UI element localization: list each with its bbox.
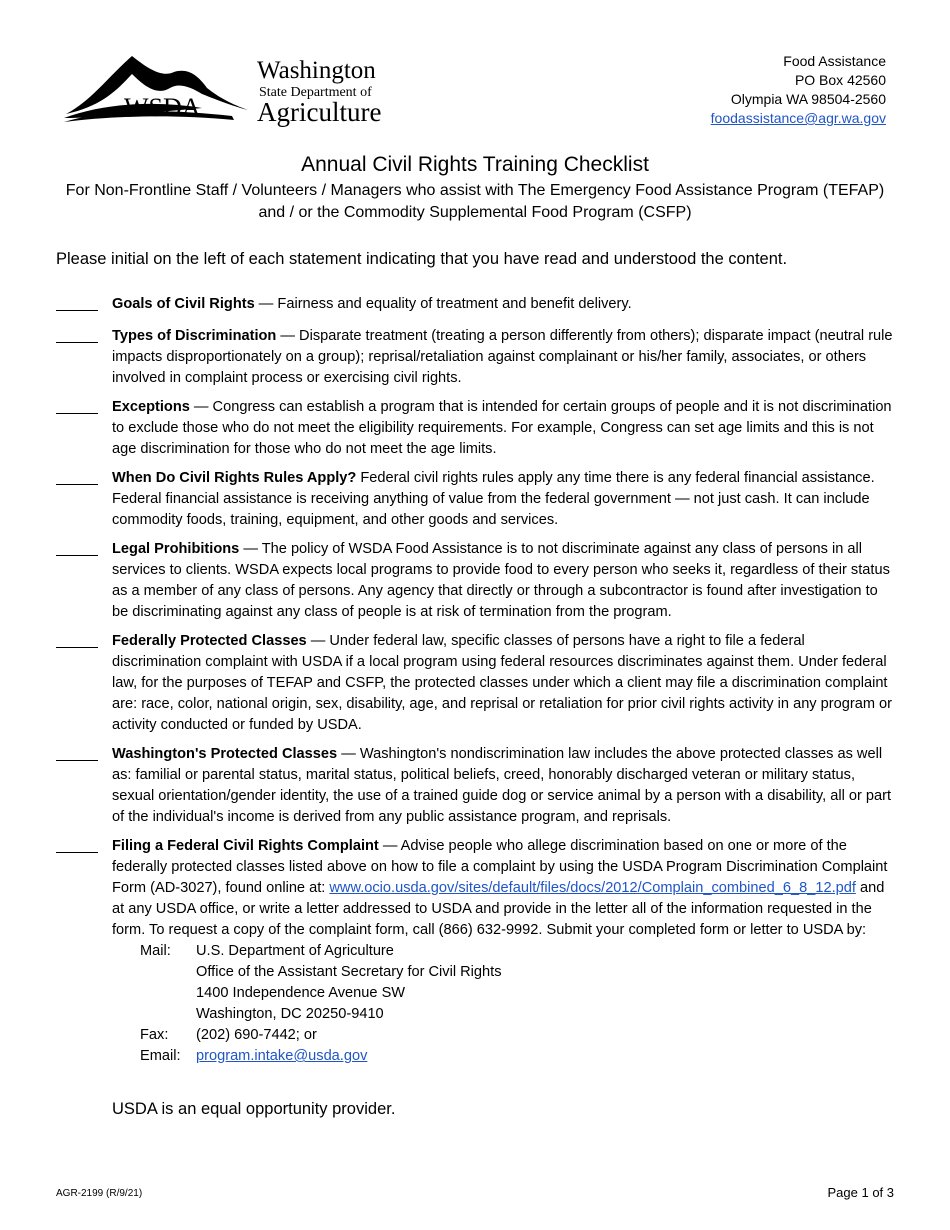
logo-line-agriculture: Agriculture: [257, 97, 382, 127]
address-email-link[interactable]: foodassistance@agr.wa.gov: [710, 110, 886, 126]
initial-blank[interactable]: [56, 397, 112, 460]
address-block: [711, 52, 886, 128]
item-heading: Types of Discrimination: [112, 328, 277, 344]
complaint-form-link[interactable]: www.ocio.usda.gov/sites/default/files/docs/2012/Complain_combined_6_8_12.pdf: [329, 880, 856, 896]
fax-label: Fax:: [140, 1027, 169, 1043]
mail-line-4: Washington, DC 20250-9410: [196, 1006, 384, 1022]
initial-blank[interactable]: [56, 468, 112, 531]
checklist-item: [56, 631, 896, 736]
subtitle-line-1: For Non-Frontline Staff / Volunteers / Managers who assist with The Emergency Food Assistance Program (TEFAP): [65, 182, 885, 199]
item-heading: Filing a Federal Civil Rights Complaint: [112, 838, 379, 854]
usda-email-link[interactable]: program.intake@usda.gov: [196, 1048, 368, 1064]
checklist-item: [56, 326, 896, 389]
item-body: — Advise people who allege discrimination based on one or more of the federally protected classes listed above on how to file a complaint by using the USDA Program Discrimination Complaint Form (AD-3027), found online at:: [112, 838, 888, 896]
initial-blank[interactable]: [56, 294, 112, 318]
initial-blank[interactable]: [56, 326, 112, 389]
checklist-item: [56, 294, 896, 318]
item-heading: Goals of Civil Rights: [112, 296, 255, 312]
initial-blank[interactable]: [56, 631, 112, 736]
mountain-logo-icon: [62, 48, 252, 130]
instructions: Please initial on the left of each statement indicating that you have read and understood the content.: [56, 250, 788, 268]
mail-label: Mail:: [140, 943, 171, 959]
item-body-continued: and at any USDA office, or write a letter addressed to USDA and provide in the letter all of the information requested in the form. To request a copy of the complaint form, call (866) 632-9992. Submit your completed form or letter to USDA by:: [112, 880, 885, 938]
equal-opportunity-statement: USDA is an equal opportunity provider.: [112, 1100, 396, 1118]
item-body: — Congress can establish a program that is intended for certain groups of people and it is not discrimination to exclude those who do not meet the eligibility requirements. For example, Congress can set age limits and this is not age discrimination for those who do not meet the age limits.: [112, 399, 892, 457]
item-heading: Washington's Protected Classes: [112, 746, 338, 762]
email-label: Email:: [140, 1048, 181, 1064]
checklist-item-complaint: [56, 836, 896, 1067]
address-line-3: Olympia WA 98504-2560: [730, 91, 886, 107]
address-line-2: PO Box 42560: [794, 72, 886, 88]
logo-mark-text: WSDA: [124, 93, 201, 122]
checklist-item: [56, 539, 896, 623]
item-body: Federal civil rights rules apply any time there is any federal financial assistance. Federal financial assistance is receiving anything of value from the federal government — not just cash. It can include commodity foods, training, equipment, and other goods and services.: [112, 470, 875, 528]
initial-blank[interactable]: [56, 539, 112, 623]
wsda-logo: [62, 48, 382, 130]
page-number: Page 1 of 3: [827, 1185, 894, 1200]
subtitle-line-2: and / or the Commodity Supplemental Food Program (CSFP): [258, 204, 692, 221]
contact-methods: [140, 941, 896, 1067]
item-body: — Fairness and equality of treatment and benefit delivery.: [254, 296, 632, 312]
page-title: Annual Civil Rights Training Checklist: [301, 153, 649, 176]
initial-blank[interactable]: [56, 744, 112, 828]
item-heading: When Do Civil Rights Rules Apply?: [112, 470, 357, 486]
mail-line-3: 1400 Independence Avenue SW: [196, 985, 406, 1001]
fax-number: (202) 690-7442; or: [196, 1027, 317, 1043]
mail-line-1: U.S. Department of Agriculture: [196, 943, 394, 959]
checklist-item: [56, 744, 896, 828]
logo-line-washington: Washington: [257, 57, 376, 84]
item-body: — Under federal law, specific classes of persons have a right to file a federal discrimination complaint with USDA if a local program using federal resources discriminates against them. Under federal law, for the purposes of TEFAP and CSFP, the protected classes under which a client may file a discrimination complaint are: race, color, national origin, sex, disability, age, and reprisal or retaliation for prior civil rights activity in any program or activity conducted or funded by USDA.: [112, 633, 893, 733]
item-body: — Disparate treatment (treating a person differently from others); disparate impact (neutral rule impacts disproportionately on a group); reprisal/retaliation against complainant or his/her family, associates, or others involved in complaint process or exercising civil rights.: [112, 328, 893, 386]
item-heading: Federally Protected Classes: [112, 633, 307, 649]
checklist: [56, 294, 896, 1075]
address-line-1: Food Assistance: [783, 53, 886, 69]
logo-line-state-department: State Department of: [259, 85, 372, 100]
item-heading: Exceptions: [112, 399, 190, 415]
item-body: — Washington's nondiscrimination law includes the above protected classes as well as: familial or parental status, marital status, political beliefs, creed, honorably discharged veteran or military status, sexual orientation/gender identity, the use of a trained guide dog or service animal by a person with a disability, all or part of the individual's income is derived from any public assistance program, and reprisals.: [112, 746, 892, 825]
item-heading: Legal Prohibitions: [112, 541, 240, 557]
item-body: — The policy of WSDA Food Assistance is to not discriminate against any class of persons in all services to clients. WSDA expects local programs to provide food to every person who seeks it, regardless of their status as a member of any class of persons. Any agency that directly or through a subcontractor is found after investigation to be discriminating against any class of people is at risk of termination from the program.: [112, 541, 890, 620]
checklist-item: [56, 468, 896, 531]
form-number: AGR-2199 (R/9/21): [56, 1188, 143, 1199]
page-subtitle: [40, 180, 910, 224]
checklist-item: [56, 397, 896, 460]
initial-blank[interactable]: [56, 836, 112, 1067]
mail-line-2: Office of the Assistant Secretary for Civil Rights: [196, 964, 502, 980]
